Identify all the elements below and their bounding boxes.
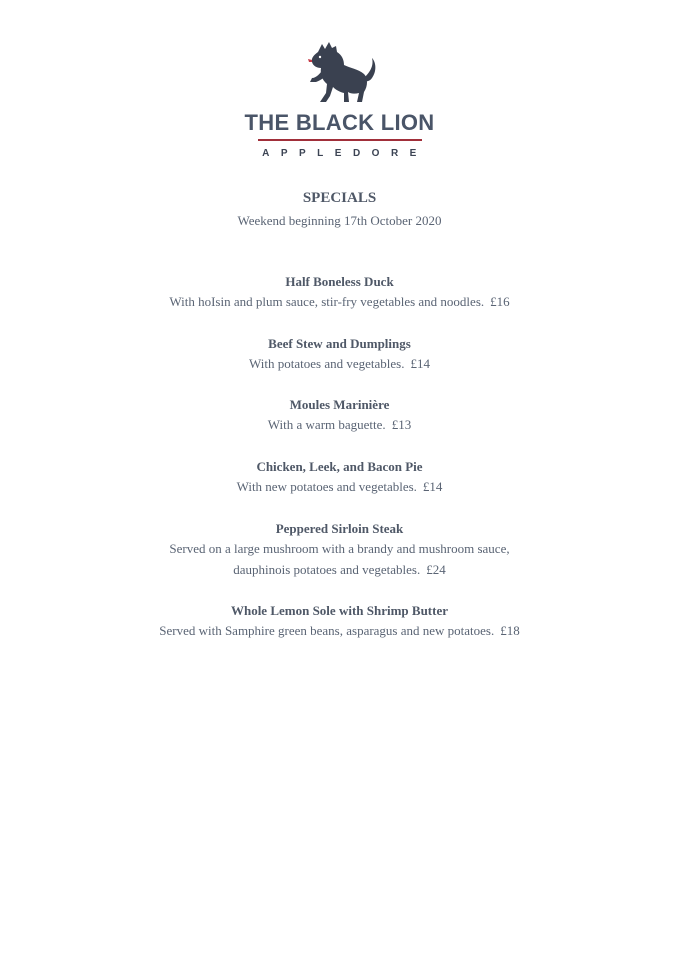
dish-description-text: dauphinois potatoes and vegetables. xyxy=(233,561,421,577)
dish-price: £16 xyxy=(490,294,510,309)
menu-item xyxy=(0,601,679,642)
dish-description xyxy=(0,477,679,498)
dish-description xyxy=(0,560,679,581)
page-title: SPECIALS xyxy=(302,190,377,206)
dish-name: Half Boneless Duck xyxy=(285,274,394,289)
dish-price: £14 xyxy=(422,479,443,494)
menu-item xyxy=(0,272,679,313)
dish-description xyxy=(0,621,679,642)
dish-description-text: With a warm baguette. xyxy=(267,417,386,432)
specials-header xyxy=(0,188,679,229)
menu-item xyxy=(0,395,679,436)
dish-price: £24 xyxy=(426,561,446,577)
dish-name: Peppered Sirloin Steak xyxy=(275,521,404,536)
dish-description xyxy=(0,415,679,436)
dish-description xyxy=(0,292,679,313)
dish-description-line-1: Served on a large mushroom with a brandy and mushroom sauce, xyxy=(169,541,510,556)
dish-description-text: With potatoes and vegetables. xyxy=(249,356,405,371)
dish-price: £18 xyxy=(500,623,520,638)
dish-name: Beef Stew and Dumplings xyxy=(268,336,411,351)
menu-item xyxy=(0,334,679,375)
menu-item xyxy=(0,519,679,580)
brand-divider xyxy=(258,139,422,141)
dish-description xyxy=(0,354,679,375)
brand-location: APPLEDORE xyxy=(262,148,428,159)
page-subtitle: Weekend beginning 17th October 2020 xyxy=(237,213,442,228)
dish-name: Moules Marinière xyxy=(289,397,390,412)
dish-description-text: Served with Samphire green beans, asparagus and new potatoes. xyxy=(159,623,495,638)
brand-name: THE BLACK LION xyxy=(244,110,435,135)
menu-item xyxy=(0,457,679,498)
dish-description-text: With hoIsin and plum sauce, stir-fry vegetables and noodles. xyxy=(169,294,485,309)
dish-name: Whole Lemon Sole with Shrimp Butter xyxy=(230,603,449,618)
dish-price: £13 xyxy=(391,417,412,432)
logo xyxy=(0,38,679,160)
dish-name: Chicken, Leek, and Bacon Pie xyxy=(256,459,423,474)
dish-description-text: With new potatoes and vegetables. xyxy=(236,479,417,494)
dish-price: £14 xyxy=(410,356,430,371)
lion-icon xyxy=(300,38,380,108)
